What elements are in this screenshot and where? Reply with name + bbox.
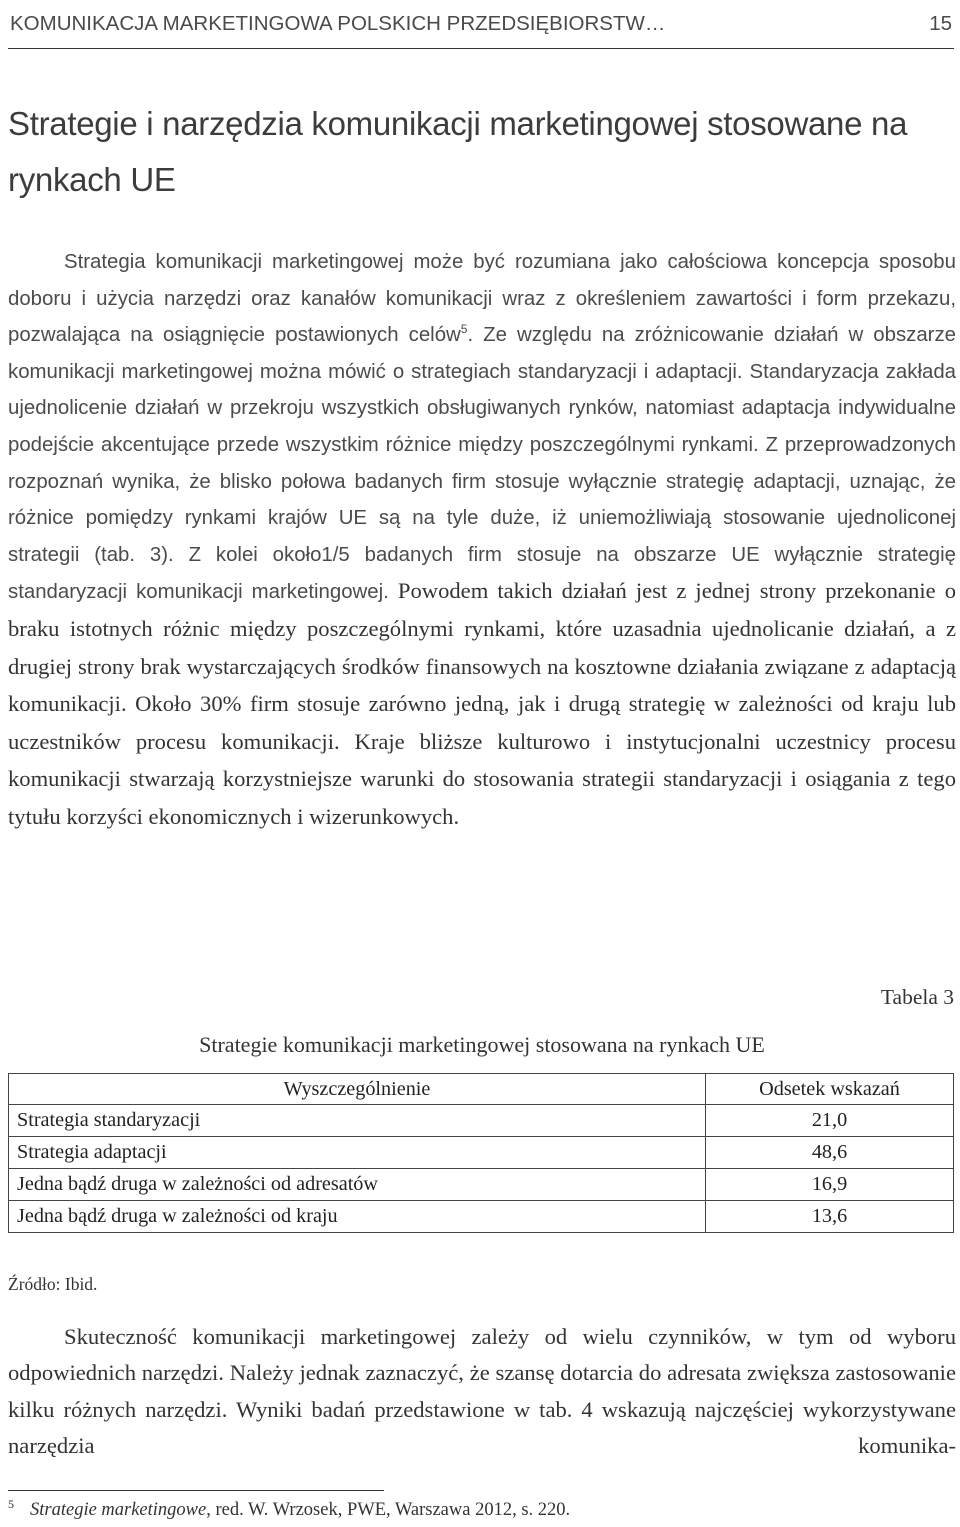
row-label: Strategia standaryzacji — [9, 1105, 706, 1137]
page-number: 15 — [929, 12, 952, 35]
footnote-title: Strategie marketingowe — [30, 1500, 207, 1520]
table-row — [9, 1105, 954, 1137]
row-value: 16,9 — [706, 1169, 954, 1201]
paragraph-1-text-b: . Ze względu na zróżnicowanie działań w obszarze komunikacji marketingowej można mówić o strategiach standaryzacji i adaptacji. Standaryzacja zakłada ujednolicenie działań w przekroju wszystkich obsługiwanych rynków, natomiast adaptacja indywidualne podejście akcentujące przede wszystkim różnice między poszczególnymi rynkami. Z przeprowadzonych rozpoznań wynika, że blisko połowa badanych firm stosuje wyłącznie strategię adaptacji, uznając, że różnice pomiędzy rynkami krajów UE są na tyle duże, iż uniemożliwiają stosowanie ujednoliconej strategii (tab. 3). Z kolei około1/5 badanych firm stosuje na obszarze UE wyłącznie strategię standaryzacji komunikacji marketingowej. — [8, 324, 956, 604]
table-label: Tabela 3 — [880, 985, 954, 1009]
row-value: 13,6 — [706, 1201, 954, 1233]
body-paragraph-2: Skuteczność komunikacji marketingowej zależy od wielu czynników, w tym od wyboru odpowiednich narzędzi. Należy jednak zaznaczyć, że szansę dotarcia do adresata zwiększa zastosowanie kilku różnych narzędzi. Wyniki badań przedstawione w tab. 4 wskazują najczęściej wykorzystywane narzędzia komunika- — [8, 1324, 956, 1459]
table-header-row — [9, 1074, 954, 1105]
table-caption: Strategie komunikacji marketingowej stosowana na rynkach UE — [199, 1032, 765, 1057]
footnote-text: , red. W. Wrzosek, PWE, Warszawa 2012, s. 220. — [206, 1500, 571, 1520]
row-label: Jedna bądź druga w zależności od adresatów — [9, 1169, 706, 1201]
row-value: 48,6 — [706, 1137, 954, 1169]
table-row — [9, 1137, 954, 1169]
table-source: Źródło: Ibid. — [8, 1274, 98, 1294]
footnote-reference: 5 — [460, 322, 468, 337]
running-head — [10, 2, 952, 46]
section-title: Strategie i narzędzia komunikacji marketingowej stosowane na rynkach UE — [8, 105, 908, 198]
row-value: 21,0 — [706, 1105, 954, 1137]
paragraph-1-text-c: Powodem takich działań jest z jednej strony przekonanie o braku istotnych różnic między poszczególnymi rynkami, które uzasadnia ujednolicanie działań, a z drugiej strony brak wystarczających środków finansowych na kosztowne działania związane z adaptacją komunikacji. Około 30% firm stosuje zarówno jedną, jak i drugą strategię w zależności od kraju lub uczestników procesu komunikacji. Kraje bliższe kulturowo i instytucjonalni uczestnicy procesu komunikacji stwarzają korzystniejsze warunki do stosowania strategii standaryzacji i osiągania z tego tytułu korzyści ekonomicznych i wizerunkowych. — [8, 578, 957, 829]
table-row — [9, 1201, 954, 1233]
table-row — [9, 1169, 954, 1201]
header-cell-label: Wyszczególnienie — [9, 1074, 706, 1105]
footnote — [8, 1497, 571, 1521]
header-cell-value: Odsetek wskazań — [706, 1074, 954, 1105]
body-paragraph-1 — [8, 244, 956, 837]
row-label: Strategia adaptacji — [9, 1137, 706, 1169]
footnote-number: 5 — [8, 1497, 14, 1511]
running-head-title: KOMUNIKACJA MARKETINGOWA POLSKICH PRZEDSIĘBIORSTW… — [10, 12, 666, 35]
row-label: Jedna bądź druga w zależności od kraju — [9, 1201, 706, 1233]
header-rule — [8, 48, 954, 49]
strategy-table — [8, 1073, 954, 1233]
footnote-rule — [8, 1490, 384, 1491]
paragraph-1-text-a: Strategia komunikacji marketingowej może być rozumiana jako całościowa koncepcja sposobu doboru i użycia narzędzi oraz kanałów komunikacji wraz z określeniem zawartości i form przekazu, pozwalająca na osiągnięcie postawionych celów — [8, 251, 956, 347]
